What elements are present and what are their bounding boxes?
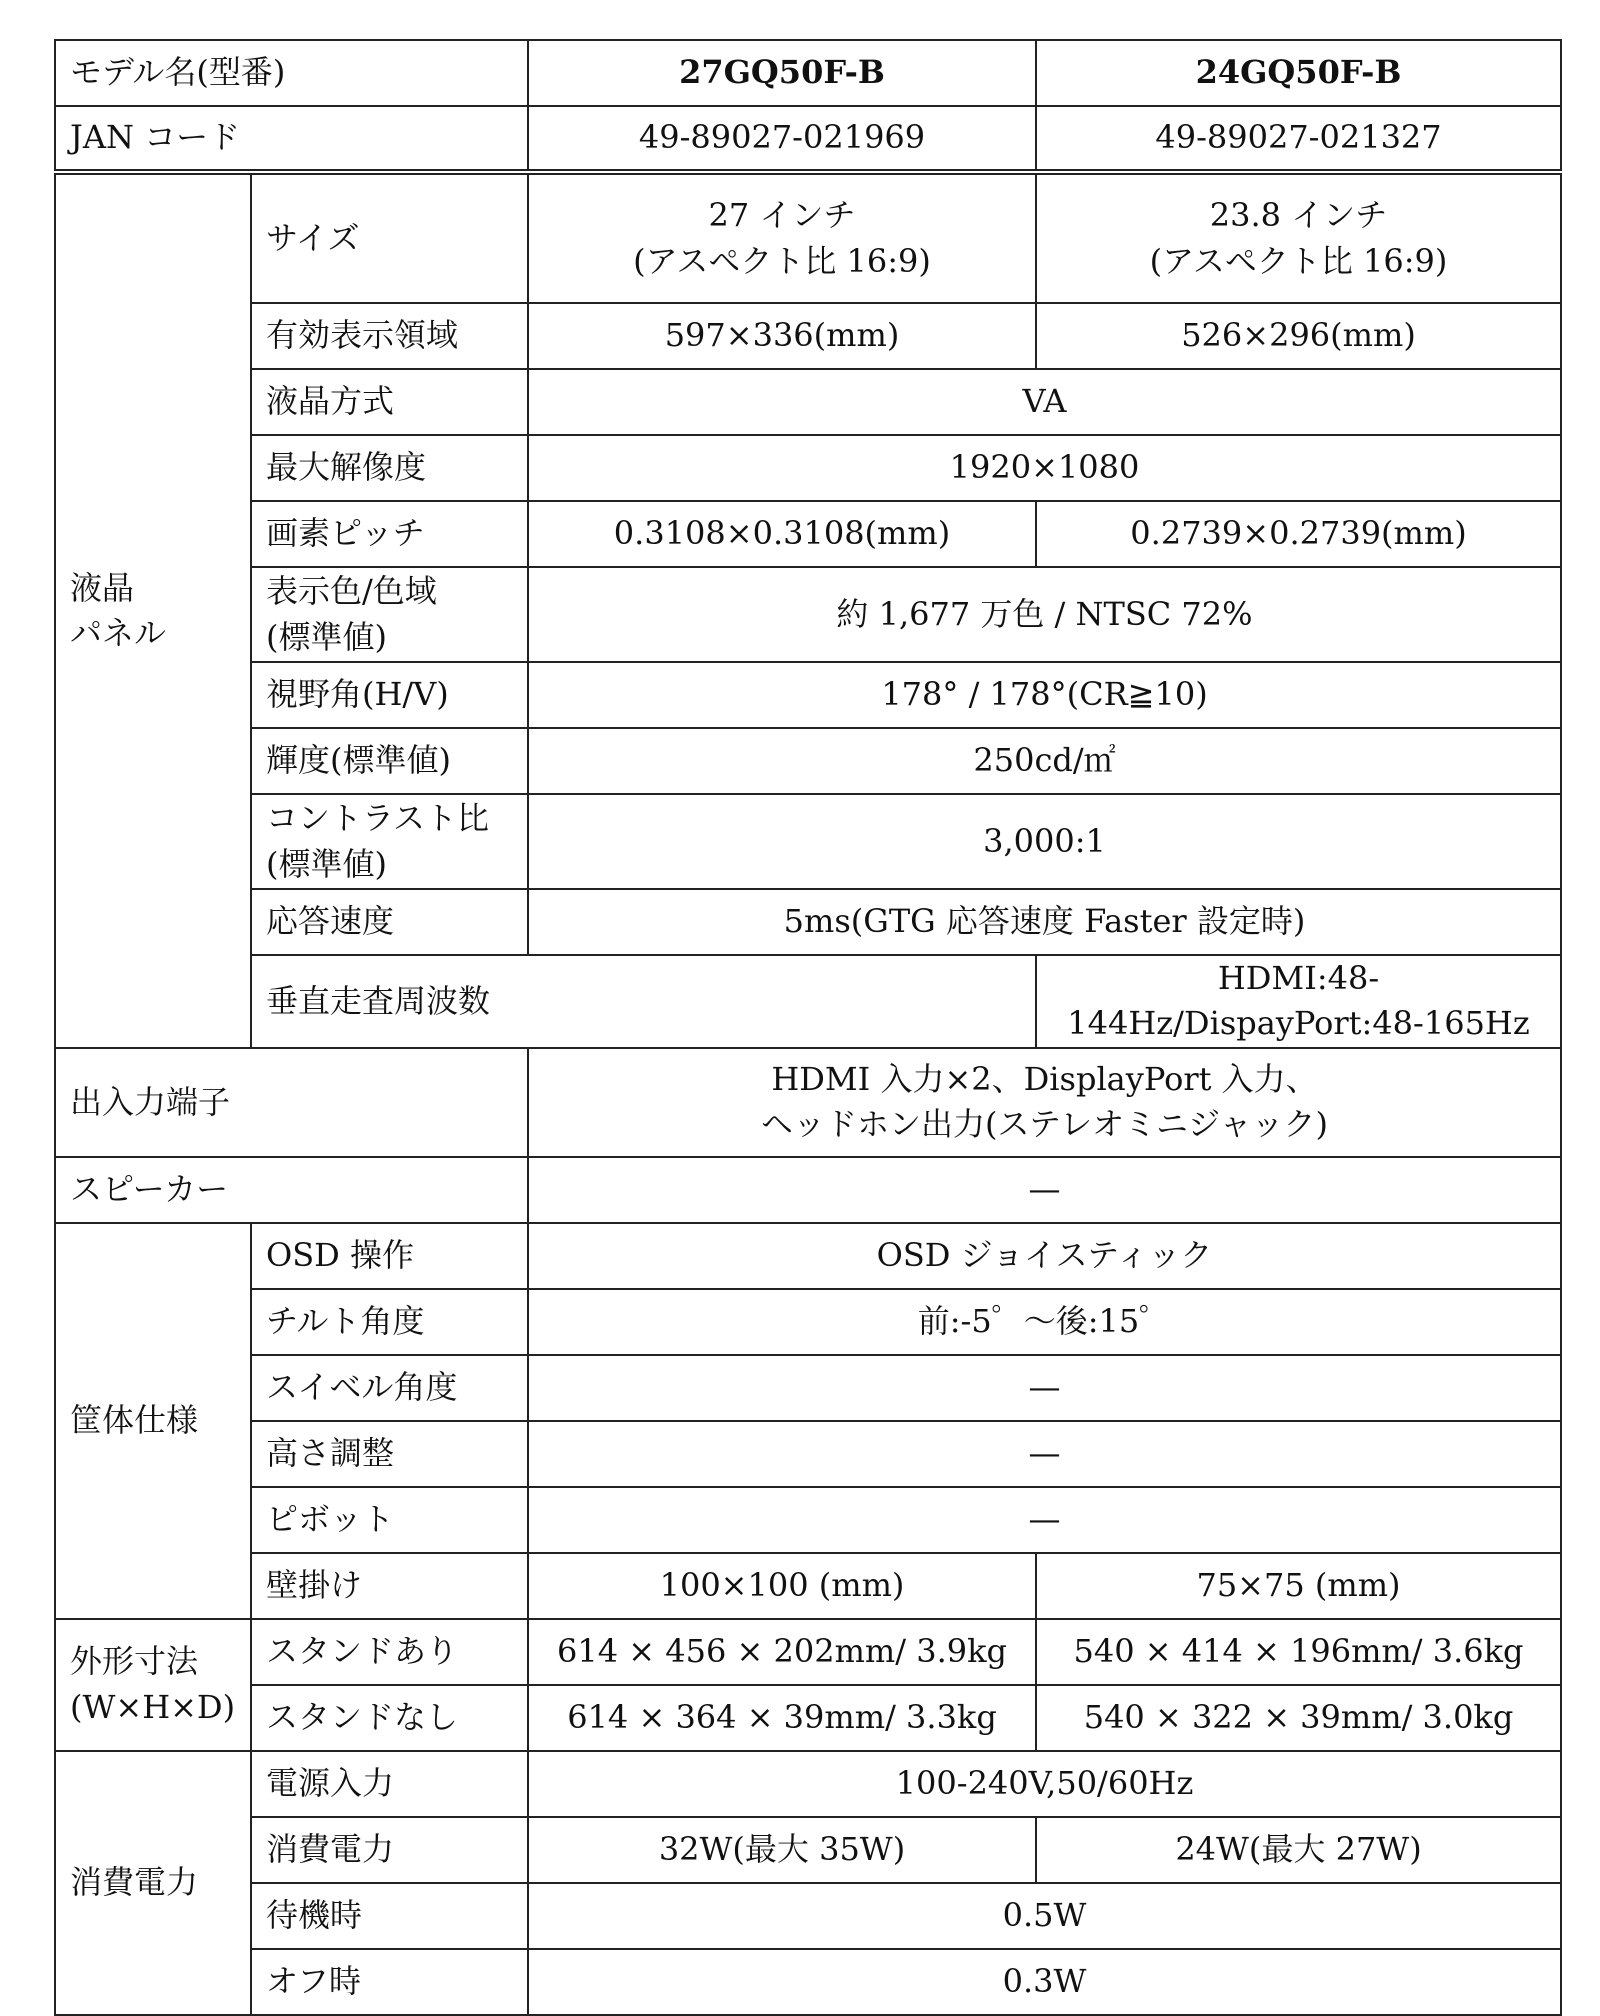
contrast-label-2: (標準値)	[266, 844, 387, 883]
angle-row	[55, 662, 1561, 728]
off-value: 0.3W	[528, 1949, 1561, 2015]
power-group-label: 消費電力	[55, 1751, 251, 2015]
resolution-row	[55, 435, 1561, 501]
jan-row	[55, 106, 1561, 172]
model-a: 27GQ50F-B	[528, 40, 1036, 106]
pivot-value: —	[528, 1487, 1561, 1553]
io-label: 出入力端子	[55, 1048, 528, 1157]
pitch-row	[55, 501, 1561, 567]
with-stand-row	[55, 1619, 1561, 1685]
io-value-1: HDMI 入力×2、DisplayPort 入力、	[771, 1059, 1318, 1098]
color-label	[251, 567, 528, 662]
color-label-2: (標準値)	[266, 617, 387, 656]
swivel-row	[55, 1355, 1561, 1421]
pitch-b: 0.2739×0.2739(mm)	[1036, 501, 1561, 567]
color-value: 約 1,677 万色 / NTSC 72%	[528, 567, 1561, 662]
size-b-1: 23.8 インチ	[1209, 196, 1388, 235]
standby-row	[55, 1883, 1561, 1949]
response-value: 5ms(GTG 応答速度 Faster 設定時)	[528, 889, 1561, 955]
vfreq-value: HDMI:48-144Hz/DispayPort:48-165Hz	[1036, 955, 1561, 1048]
jan-b: 49-89027-021327	[1036, 106, 1561, 172]
size-b	[1036, 172, 1561, 303]
speaker-row	[55, 1157, 1561, 1223]
angle-value: 178° / 178°(CR≧10)	[528, 662, 1561, 728]
without-stand-a: 614 × 364 × 39mm/ 3.3kg	[528, 1685, 1036, 1751]
lcd-type-label: 液晶方式	[251, 369, 528, 435]
contrast-label	[251, 794, 528, 889]
dims-group-label-1: 外形寸法	[70, 1642, 199, 1681]
height-value: —	[528, 1421, 1561, 1487]
brightness-label: 輝度(標準値)	[251, 728, 528, 794]
jan-label: JAN コード	[55, 106, 528, 172]
brightness-value: 250cd/㎡	[528, 728, 1561, 794]
off-row	[55, 1949, 1561, 2015]
lcd-type-row	[55, 369, 1561, 435]
without-stand-b: 540 × 322 × 39mm/ 3.0kg	[1036, 1685, 1561, 1751]
pivot-label: ピボット	[251, 1487, 528, 1553]
consumption-row	[55, 1817, 1561, 1883]
speaker-label: スピーカー	[55, 1157, 528, 1223]
model-label: モデル名(型番)	[55, 40, 528, 106]
response-row	[55, 889, 1561, 955]
color-label-1: 表示色/色域	[266, 572, 437, 611]
standby-value: 0.5W	[528, 1883, 1561, 1949]
power-input-label: 電源入力	[251, 1751, 528, 1817]
with-stand-a: 614 × 456 × 202mm/ 3.9kg	[528, 1619, 1036, 1685]
angle-label: 視野角(H/V)	[251, 662, 528, 728]
dims-group-label-2: (W×H×D)	[70, 1687, 236, 1726]
tilt-label: チルト角度	[251, 1289, 528, 1355]
wall-row	[55, 1553, 1561, 1619]
spec-table	[54, 39, 1562, 2016]
response-label: 応答速度	[251, 889, 528, 955]
without-stand-label: スタンドなし	[251, 1685, 528, 1751]
height-label: 高さ調整	[251, 1421, 528, 1487]
color-row	[55, 567, 1561, 662]
contrast-value: 3,000:1	[528, 794, 1561, 889]
io-value-2: ヘッドホン出力(ステレオミニジャック)	[760, 1105, 1329, 1144]
tilt-value: 前:-5゜〜後:15゜	[528, 1289, 1561, 1355]
osd-label: OSD 操作	[251, 1223, 528, 1289]
area-label: 有効表示領域	[251, 303, 528, 369]
swivel-label: スイベル角度	[251, 1355, 528, 1421]
consumption-b: 24W(最大 27W)	[1036, 1817, 1561, 1883]
io-row	[55, 1048, 1561, 1157]
resolution-label: 最大解像度	[251, 435, 528, 501]
size-b-2: (アスペクト比 16:9)	[1149, 241, 1448, 280]
with-stand-b: 540 × 414 × 196mm/ 3.6kg	[1036, 1619, 1561, 1685]
pivot-row	[55, 1487, 1561, 1553]
consumption-a: 32W(最大 35W)	[528, 1817, 1036, 1883]
tilt-row	[55, 1289, 1561, 1355]
jan-a: 49-89027-021969	[528, 106, 1036, 172]
pitch-label: 画素ピッチ	[251, 501, 528, 567]
pitch-a: 0.3108×0.3108(mm)	[528, 501, 1036, 567]
osd-value: OSD ジョイスティック	[528, 1223, 1561, 1289]
contrast-row	[55, 794, 1561, 889]
wall-b: 75×75 (mm)	[1036, 1553, 1561, 1619]
vfreq-label: 垂直走査周波数	[251, 955, 1036, 1048]
vfreq-row	[55, 955, 1561, 1048]
resolution-value: 1920×1080	[528, 435, 1561, 501]
size-row	[55, 172, 1561, 303]
brightness-row	[55, 728, 1561, 794]
lcd-type-value: VA	[528, 369, 1561, 435]
standby-label: 待機時	[251, 1883, 528, 1949]
model-row	[55, 40, 1561, 106]
speaker-value: —	[528, 1157, 1561, 1223]
with-stand-label: スタンドあり	[251, 1619, 528, 1685]
size-a-1: 27 インチ	[708, 196, 856, 235]
size-label: サイズ	[251, 172, 528, 303]
body-group-label: 筐体仕様	[55, 1223, 251, 1619]
height-row	[55, 1421, 1561, 1487]
osd-row	[55, 1223, 1561, 1289]
consumption-label: 消費電力	[251, 1817, 528, 1883]
without-stand-row	[55, 1685, 1561, 1751]
model-b: 24GQ50F-B	[1036, 40, 1561, 106]
area-b: 526×296(mm)	[1036, 303, 1561, 369]
wall-label: 壁掛け	[251, 1553, 528, 1619]
swivel-value: —	[528, 1355, 1561, 1421]
power-input-row	[55, 1751, 1561, 1817]
panel-group-label: 液晶 パネル	[55, 172, 251, 1048]
contrast-label-1: コントラスト比	[266, 799, 490, 838]
dims-group-label	[55, 1619, 251, 1751]
size-a	[528, 172, 1036, 303]
size-a-2: (アスペクト比 16:9)	[633, 241, 931, 280]
area-row	[55, 303, 1561, 369]
power-input-value: 100-240V,50/60Hz	[528, 1751, 1561, 1817]
area-a: 597×336(mm)	[528, 303, 1036, 369]
wall-a: 100×100 (mm)	[528, 1553, 1036, 1619]
off-label: オフ時	[251, 1949, 528, 2015]
io-value	[528, 1048, 1561, 1157]
